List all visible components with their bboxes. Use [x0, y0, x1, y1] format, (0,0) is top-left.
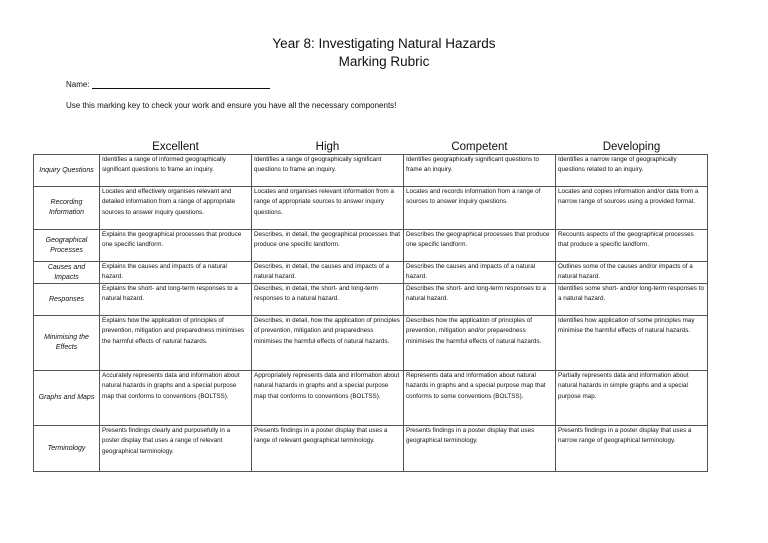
rubric-cell: Identifies a narrow range of geographically questions related to an inquiry. — [556, 155, 708, 187]
rubric-cell: Explains the geographical processes that produce one specific landform. — [100, 230, 252, 262]
level-header: High — [315, 141, 340, 153]
rubric-cell: Locates and effectively organises relevant and detailed information from a range of appropriate sources to answer inquiry questions. — [100, 187, 252, 230]
level-header: Competent — [451, 141, 508, 153]
rubric-cell: Identifies a range of geographically significant questions to frame an inquiry. — [252, 155, 404, 187]
rubric-cell: Accurately represents data and information about natural hazards in graphs and a special purpose map that conforms to conventions (BOLTSS). — [100, 371, 252, 426]
rubric-cell: Describes, in detail, the short- and long-term responses to a natural hazard. — [252, 284, 404, 316]
rubric-cell: Presents findings clearly and purposefully in a poster display that uses a range of relevant geographical terminology. — [100, 426, 252, 472]
rubric-cell: Describes the causes and impacts of a natural hazard. — [404, 262, 556, 284]
rubric-cell: Explains how the application of principles of prevention, mitigation and preparedness minimises the harmful effects of natural hazards. — [100, 316, 252, 371]
rubric-cell: Describes the geographical processes that produce one specific landform. — [404, 230, 556, 262]
criterion-label: Terminology — [34, 426, 100, 472]
rubric-cell: Describes the short- and long-term responses to a natural hazard. — [404, 284, 556, 316]
rubric-cell: Describes how the application of principles of prevention, mitigation and/or preparedness minimises the harmful effects of natural hazards. — [404, 316, 556, 371]
rubric-row — [34, 426, 708, 472]
rubric-cell: Appropriately represents data and information about natural hazards in graphs and a special purpose map that conforms to conventions (BOLTSS). — [252, 371, 404, 426]
rubric-cell: Presents findings in a poster display that uses a narrow range of geographical terminology. — [556, 426, 708, 472]
rubric-row — [34, 284, 708, 316]
document-title: Year 8: Investigating Natural Hazards — [272, 36, 496, 51]
rubric-cell: Locates and organises relevant information from a range of appropriate sources to answer inquiry questions. — [252, 187, 404, 230]
rubric-cell: Locates and copies information and/or data from a narrow range of sources using a provided format. — [556, 187, 708, 230]
rubric-cell: Identifies a range of informed geographically significant questions to frame an inquiry. — [100, 155, 252, 187]
rubric-row — [34, 262, 708, 284]
rubric-cell: Identifies geographically significant questions to frame an inquiry. — [404, 155, 556, 187]
criterion-label: Recording Information — [34, 187, 100, 230]
rubric-cell: Explains the short- and long-term responses to a natural hazard. — [100, 284, 252, 316]
rubric-cell: Identifies some short- and/or long-term responses to a natural hazard. — [556, 284, 708, 316]
rubric-cell: Identifies how application of some principles may minimise the harmful effects of natural hazards. — [556, 316, 708, 371]
criterion-label: Responses — [34, 284, 100, 316]
rubric-cell: Describes, in detail, how the application of principles of prevention, mitigation and preparedness minimises the harmful effects of natural hazards. — [252, 316, 404, 371]
rubric-cell: Outlines some of the causes and/or impacts of a natural hazard. — [556, 262, 708, 284]
rubric-cell: Describes, in detail, the causes and impacts of a natural hazard. — [252, 262, 404, 284]
rubric-cell: Represents data and information about natural hazards in graphs and a special purpose map that conforms to some conventions (BOLTSS). — [404, 371, 556, 426]
rubric-cell: Presents findings in a poster display that uses geographical terminology. — [404, 426, 556, 472]
document-subtitle: Marking Rubric — [338, 54, 430, 69]
instruction-text: Use this marking key to check your work and ensure you have all the necessary components! — [66, 101, 397, 110]
rubric-row — [34, 155, 708, 187]
rubric-row — [34, 187, 708, 230]
criterion-label: Graphs and Maps — [34, 371, 100, 426]
header-corner — [34, 141, 100, 155]
level-header: Developing — [602, 141, 661, 153]
rubric-table — [33, 141, 708, 472]
criterion-label: Geographical Processes — [34, 230, 100, 262]
rubric-row — [34, 371, 708, 426]
rubric-cell: Recounts aspects of the geographical processes that produce a specific landform. — [556, 230, 708, 262]
rubric-header-row — [34, 141, 708, 155]
level-header: Excellent — [152, 141, 199, 153]
name-label: Name: — [66, 80, 90, 89]
rubric-row — [34, 316, 708, 371]
name-field[interactable] — [66, 80, 270, 89]
rubric-cell: Partially represents data and information about natural hazards in simple graphs and a special purpose map. — [556, 371, 708, 426]
rubric-cell: Describes, in detail, the geographical processes that produce one specific landform. — [252, 230, 404, 262]
name-blank-line[interactable] — [92, 80, 270, 89]
rubric-cell: Locates and records information from a range of sources to answer inquiry questions. — [404, 187, 556, 230]
criterion-label: Minimising the Effects — [34, 316, 100, 371]
rubric-cell: Presents findings in a poster display that uses a range of relevant geographical terminology. — [252, 426, 404, 472]
rubric-row — [34, 230, 708, 262]
criterion-label: Inquiry Questions — [34, 155, 100, 187]
criterion-label: Causes and Impacts — [34, 262, 100, 284]
rubric-cell: Explains the causes and impacts of a natural hazard. — [100, 262, 252, 284]
